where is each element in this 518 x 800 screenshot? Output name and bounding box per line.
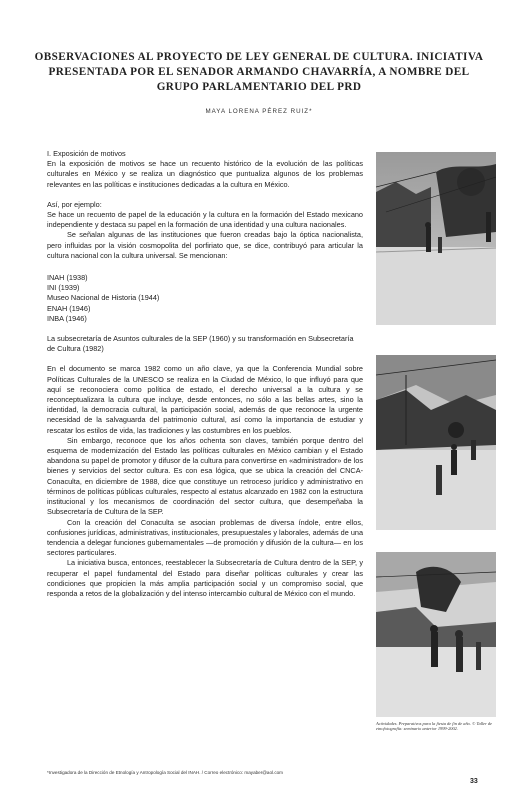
author-footnote: *Investigadora de la Dirección de Etnología y Antropología Social del INAH. / Correo electrónico: mayaber@aol.com: [47, 770, 284, 775]
photo-image: [376, 355, 496, 530]
article-body: [47, 149, 363, 599]
paragraph: Sin embargo, reconoce que los años ochenta son claves, también porque dentro del esquema de modernización del Estado las políticas culturales en México cambian y el Estado abandona su papel de promotor y difusor de la cultura para convertirse en «administrador» de los bienes y servicios del sector cultura. Es con esa lógica, que se ubica la creación del CNCA-Conaculta, en diciembre de 1988, dice que constituye un retroceso jurídico y administrativo en términos de políticas públicas culturales, respecto al estatus alcanzado en 1982 con la estructura institucional y los mecanismos de coordinación del sector cultura, que desempeñaba la Subsecretaría de Cultura de la SEP.: [47, 435, 363, 517]
institution-list: [47, 273, 363, 324]
paragraph: La subsecretaría de Asuntos culturales de la SEP (1960) y su transformación en Subsecretaría de Cultura (1982): [47, 334, 354, 354]
list-item: ENAH (1946): [47, 303, 91, 313]
list-item: Museo Nacional de Historia (1944): [47, 293, 160, 303]
article-title: [30, 50, 488, 95]
photo-festival-2: [376, 355, 496, 530]
title-line: PRESENTADA POR EL SENADOR ARMANDO CHAVARRÍA, A NOMBRE DEL: [48, 66, 470, 78]
paragraph: En la exposición de motivos se hace un recuento histórico de la evolución de las políticas culturales en México y se realiza un diagnóstico que puntualiza algunos de los problemas relevantes en las políticas e instituciones dedicadas a la cultura en México.: [47, 159, 363, 189]
author-name: MAYA LORENA PÉREZ RUIZ*: [205, 108, 313, 115]
paragraph: La iniciativa busca, entonces, reestablecer la Subsecretaría de Cultura dentro de la SEP, y recuperar el papel fundamental del Estado para diseñar políticas culturales y crear las condiciones que propicien la más amplia participación social y un compromiso social, que responda a retos de la globalización y del intenso intercambio cultural de México con el mundo.: [47, 558, 363, 598]
paragraph: En el documento se marca 1982 como un año clave, ya que la Conferencia Mundial sobre Políticas Culturales de la UNESCO se realiza en la Ciudad de México, lo que influyó para que aquí se reconociera como política de estado, el derecho universal a la cultura y se reconceptualizara la cultura que incluye, desde entonces, no sólo a las bellas artes, sino la identidad, la democracia cultural, la participación social, además de que reconoce la urgente necesidad de la salvaguarda del patrimonio cultural, así como la importancia de estudiar y rescatar los estilos de vida, las tradiciones y las costumbres en los pueblos.: [47, 364, 363, 435]
photo-caption: Actividades. Preparativos para la fiesta de fin de año. © Taller de etnofotografía: seminario anterior 1999-2002.: [376, 721, 493, 732]
list-item: INI (1939): [47, 283, 80, 293]
photo-festival-3: [376, 552, 496, 717]
paragraph: Se señalan algunas de las instituciones que fueron creadas bajo la óptica nacionalista, pero influidas por la visión cosmopolita del porfiriato que, se dice, contribuyó para articular la cultura nacional con la cultura universal. Se mencionan:: [47, 230, 363, 260]
title-line: GRUPO PARLAMENTARIO DEL PRD: [156, 81, 362, 93]
photo-festival-1: [376, 152, 496, 325]
paragraph: Con la creación del Conaculta se asocian problemas de diversa índole, entre ellos, confusiones jurídicas, administrativas, institucionales, presupuestales y laborales, además de una tendencia a delegar funciones gubernamentales —de promoción y difusión de la cultura— en los sectores particulares.: [47, 517, 363, 558]
paragraph: Se hace un recuento de papel de la educación y la cultura en la formación del Estado mexicano independiente y destaca su papel en la formación de una identidad y una cultura nacionales.: [47, 210, 363, 230]
title-line: OBSERVACIONES AL PROYECTO DE LEY GENERAL DE CULTURA. INICIATIVA: [34, 51, 484, 63]
page-number: 33: [470, 778, 478, 785]
photo-image: [376, 552, 496, 717]
list-item: INAH (1938): [47, 273, 88, 283]
list-item: INBA (1946): [47, 313, 87, 323]
section-heading: I. Exposición de motivos: [47, 149, 126, 158]
paragraph: Así, por ejemplo:: [47, 199, 102, 209]
photo-image: [376, 152, 496, 325]
